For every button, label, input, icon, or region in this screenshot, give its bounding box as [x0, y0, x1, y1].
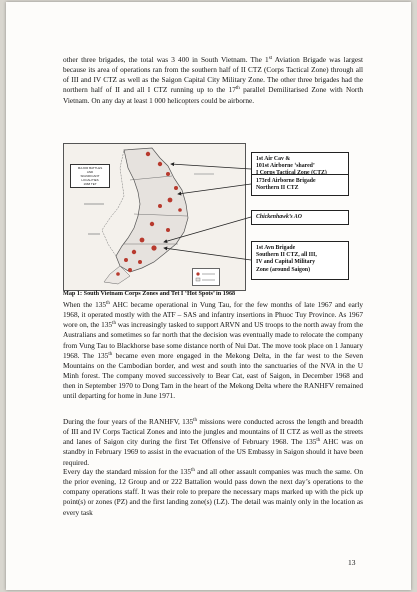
- text-run: missions were conducted across the length and breadth of III and IV Corps Tactical Zones and into the jungles and mountains of II CTZ as well as the streets and lanes of Saigon city during the first Tet Offensive of February 1968. The 135: [63, 417, 363, 447]
- callout-line: Southern II CTZ, all III,: [256, 252, 317, 259]
- superscript: th: [193, 418, 198, 423]
- text-run: When the 135: [63, 300, 107, 309]
- text-run: and all other assault companies was much the same. On the prior evening, 12 Group and or 222 Battalion would pass down the next day’s operations to the company operations staff. It was their role to prepare the necessary maps marked up with the pick up point(s) or zones (PZ) and the first landing zone(s) (LZ). The detail was mainly only in the location as every task: [63, 467, 363, 517]
- connector-arrow: [164, 217, 251, 242]
- callout-173rd-airborne: [251, 174, 349, 196]
- connector-arrow: [164, 248, 251, 260]
- superscript: th: [108, 351, 113, 357]
- callout-line: Chickenhawk’s AO: [256, 214, 302, 220]
- connector-arrow: [171, 164, 251, 169]
- callout-line: Northern II CTZ: [256, 185, 299, 192]
- text-run: was increasingly tasked to support ARVN and US troops to the north away from the Australians and sometimes so far north that the decision was eventually made to relocate the company from Vung Tau to Blackhorse base some distance north of Nui Dat. The move took place on 1 January 1968. The 135: [63, 320, 363, 360]
- page-number: 13: [348, 558, 356, 567]
- map-title-line: SIGNIFICANT: [80, 174, 100, 178]
- text-run: parallel Demilitarised Zone with North Vietnam. On any day at least 1 000 helicopters could be airborne.: [63, 85, 363, 105]
- callout-connectors: [6, 2, 411, 302]
- superscript: th: [112, 321, 116, 327]
- callout-line: IV and Capital Military: [256, 259, 315, 266]
- map-title-line: MAJOR BATTLES: [77, 166, 103, 170]
- map-title-line: AND: [86, 170, 94, 174]
- text-run: AHC was on standby in February 1969 to assist in the evacuation of the US Embassy in Saigon should it have been required.: [63, 437, 363, 467]
- map-caption: Map 1: South Vietnam Corps Zones and Tet I ‘Hot Spots’ in 1968: [63, 290, 236, 297]
- text-run: During the four years of the RANHFV, 135: [63, 417, 194, 426]
- text-run: other three brigades, the total was 3 400 in South Vietnam. The 1: [63, 55, 269, 64]
- paragraph-3: [63, 417, 363, 468]
- text-run: Every day the standard mission for the 135: [63, 467, 192, 476]
- connector-arrow: [178, 184, 251, 194]
- superscript: th: [191, 468, 195, 473]
- superscript: th: [316, 438, 321, 444]
- paragraph-2: [63, 300, 363, 402]
- superscript: th: [106, 301, 110, 306]
- map-title-line: LOCALITIES: [81, 178, 99, 182]
- superscript: st: [268, 56, 273, 61]
- callout-line: 1st Avn Brigade: [256, 245, 296, 251]
- text-run: Aviation Brigade was largest because its area of operations ran from the southern half of II CTZ (Corps Tactical Zone) through all of III and IV CTZ as well as the Saigon Capital City Military Zone. The other three brigades had the northern half of II and all I CTZ running up to the 17: [63, 55, 363, 95]
- callout-chickenhawk-ao: [251, 210, 349, 225]
- callout-1st-avn-brigade: [251, 241, 349, 280]
- callout-line: 173rd Airborne Brigade: [256, 178, 316, 184]
- document-page: [6, 2, 411, 590]
- text-run: became even more engaged in the Mekong Delta, in the far west to the Seven Mountains on the Cambodian border, and west and south into the sanctuaries of the NVA in the U Minh forest. The company moved successively to Bear Cat, east of Saigon, in December 1968 and then in September 1970 to Dong Tam in the heart of the Mekong Delta where the RANHFV remained until departing for home in June 1971.: [63, 350, 363, 401]
- callout-line: 101st Airborne ‘shared’: [256, 163, 315, 170]
- superscript: th: [235, 86, 240, 92]
- paragraph-4: [63, 467, 363, 518]
- callout-line: 1st Air Cav &: [256, 156, 291, 162]
- callout-line: Zone (around Saigon): [256, 266, 311, 273]
- text-run: AHC became operational in Vung Tau, for the few months of late 1967 and early 1968, it operated mostly with the ATF – SAS and infantry insertions in Phuoc Tuy Province. As 1967 wore on, the 135: [63, 300, 363, 330]
- map-title-line: 1968 TET: [83, 182, 97, 186]
